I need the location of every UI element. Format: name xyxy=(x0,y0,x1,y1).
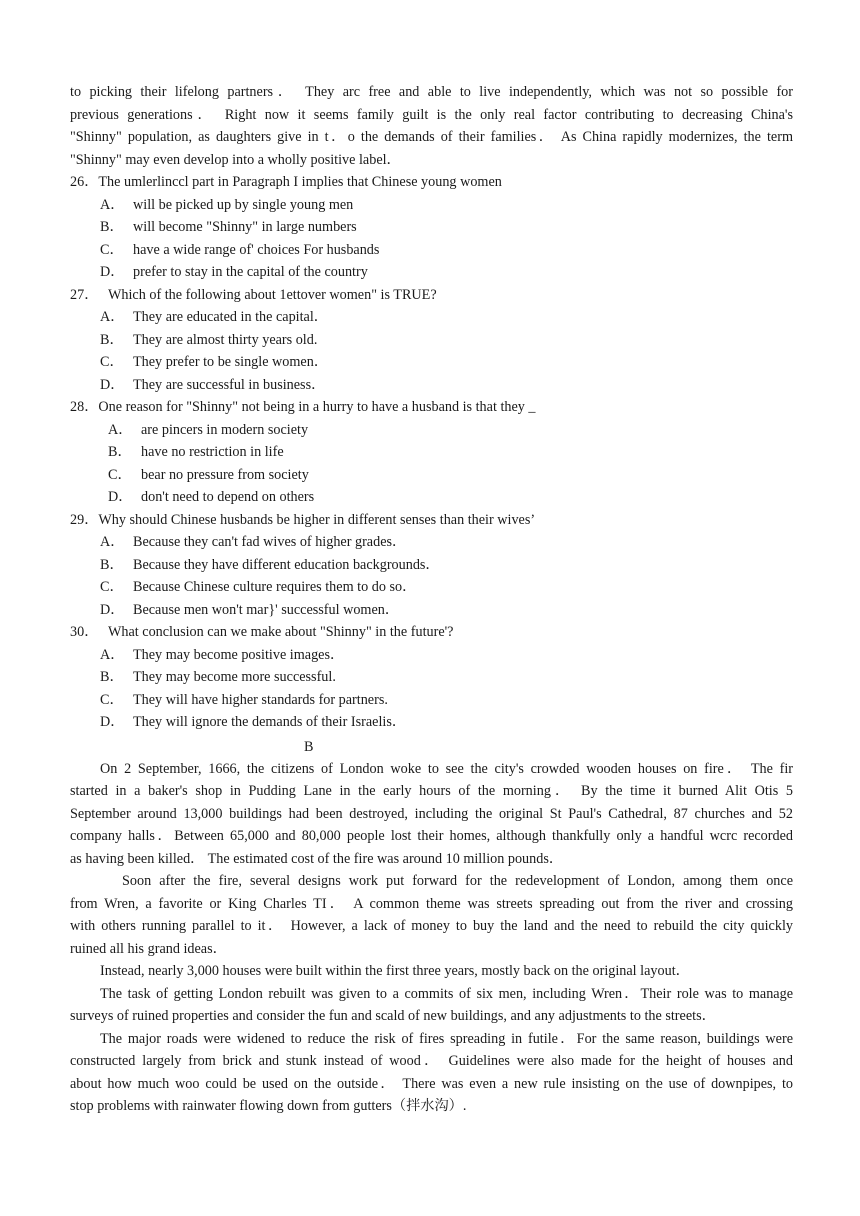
option-letter: C． xyxy=(100,579,124,595)
option-text: They may become more successful. xyxy=(133,669,336,685)
question-number: 30． xyxy=(70,624,99,640)
option-text: They are successful in business． xyxy=(133,377,326,393)
option-letter: A． xyxy=(108,422,133,438)
option-letter: D． xyxy=(100,377,125,393)
option-b xyxy=(100,666,336,688)
passage-line: Instead, nearly 3,000 houses were built within the first three years, mostly back on the original layout． xyxy=(100,963,690,979)
option-d xyxy=(100,599,399,621)
option-letter: C． xyxy=(100,354,124,370)
option-text: Because Chinese culture requires them to do so． xyxy=(133,579,417,595)
option-text: They may become positive images． xyxy=(133,647,345,663)
option-text: They are educated in the capital． xyxy=(133,309,328,325)
option-letter: A． xyxy=(100,309,125,325)
question-29 xyxy=(70,509,535,531)
option-c xyxy=(108,464,309,486)
passage-line: previous generations． Right now it seems family guilt is the only real factor contributing to decreasing China's xyxy=(70,107,793,123)
option-letter: D． xyxy=(100,714,125,730)
passage-line: from Wren, a favorite or King Charles TI． A common theme was streets spreading out from the river and crossing xyxy=(70,896,793,912)
section-heading: B xyxy=(304,739,314,755)
option-c xyxy=(100,576,416,598)
option-text: They will have higher standards for partners. xyxy=(133,692,388,708)
question-text: Which of the following about 1ettover women" is TRUE? xyxy=(108,287,437,303)
passage-line: On 2 September, 1666, the citizens of London woke to see the city's crowded wooden houses on fire． The fir xyxy=(100,761,793,777)
passage-line: to picking their lifelong partners． They arc free and able to live independently, which was not so possible for xyxy=(70,84,793,100)
option-text: will become "Shinny" in large numbers xyxy=(133,219,357,235)
option-letter: D． xyxy=(100,602,125,618)
option-text: are pincers in modern society xyxy=(141,422,309,438)
question-30 xyxy=(70,621,453,643)
question-28 xyxy=(70,396,536,418)
passage-line: The task of getting London rebuilt was given to a commits of six men, including Wren．Their role was to manage xyxy=(100,986,793,1002)
option-text: Because men won't mar}' successful women． xyxy=(133,602,400,618)
passage-line: "Shinny" may even develop into a wholly positive label． xyxy=(70,152,401,168)
option-letter: C． xyxy=(100,692,124,708)
option-letter: B． xyxy=(100,219,124,235)
passage-line: surveys of ruined properties and consider the fun and scald of new buildings, and any adjustments to the streets． xyxy=(70,1008,716,1024)
option-text: have a wide range of' choices For husbands xyxy=(133,242,380,258)
option-text: have no restriction in life xyxy=(141,444,284,460)
passage-line: with others running parallel to it． However, a lack of money to buy the land and the need to rebuild the city quickly xyxy=(70,918,793,934)
option-d xyxy=(100,711,406,733)
option-text: They prefer to be single women． xyxy=(133,354,329,370)
question-26 xyxy=(70,171,502,193)
option-d xyxy=(100,374,325,396)
option-a xyxy=(100,194,353,216)
option-b xyxy=(100,216,357,238)
passage-line: stop problems with rainwater flowing down from gutters（拌水沟）. xyxy=(70,1098,467,1114)
option-text: Because they can't fad wives of higher grades． xyxy=(133,534,407,550)
passage-line: September around 13,000 buildings had been destroyed, including the original St Paul's Cathedral, 87 churches and 52 xyxy=(70,806,793,822)
option-b xyxy=(108,441,284,463)
question-number: 27． xyxy=(70,287,99,303)
option-c xyxy=(100,239,379,261)
question-text: Why should Chinese husbands be higher in different senses than their wives’ xyxy=(98,512,536,528)
option-text: They are almost thirty years old. xyxy=(133,332,318,348)
option-letter: D． xyxy=(100,264,125,280)
passage-line: as having been killed． The estimated cost of the fire was around 10 million pounds． xyxy=(70,851,564,867)
option-c xyxy=(100,351,328,373)
question-text: What conclusion can we make about "Shinny" in the future'? xyxy=(108,624,454,640)
option-letter: B． xyxy=(108,444,132,460)
option-d xyxy=(100,261,368,283)
option-a xyxy=(100,531,406,553)
question-text: One reason for "Shinny" not being in a hurry to have a husband is that they _ xyxy=(98,399,536,415)
option-c xyxy=(100,689,388,711)
option-a xyxy=(100,306,328,328)
option-b xyxy=(100,329,317,351)
passage-line: ruined all his grand ideas． xyxy=(70,941,227,957)
option-b xyxy=(100,554,440,576)
passage-line: The major roads were widened to reduce the risk of fires spreading in futile．For the same reason, buildings were xyxy=(100,1031,793,1047)
passage-line: about how much woo could be used on the outside． There was even a new rule insisting on the use of downpipes, to xyxy=(70,1076,793,1092)
option-text: prefer to stay in the capital of the country xyxy=(133,264,368,280)
option-letter: A． xyxy=(100,534,125,550)
option-text: Because they have different education backgrounds． xyxy=(133,557,440,573)
option-text: They will ignore the demands of their Israelis． xyxy=(133,714,407,730)
question-number: 26． xyxy=(70,174,99,190)
question-text: The umlerlinccl part in Paragraph I implies that Chinese young women xyxy=(98,174,502,190)
option-a xyxy=(108,419,308,441)
option-text: will be picked up by single young men xyxy=(133,197,354,213)
option-letter: C． xyxy=(108,467,132,483)
option-a xyxy=(100,644,344,666)
option-d xyxy=(108,486,314,508)
option-letter: C． xyxy=(100,242,124,258)
option-text: bear no pressure from society xyxy=(141,467,309,483)
option-letter: B． xyxy=(100,669,124,685)
question-number: 29． xyxy=(70,512,99,528)
option-letter: B． xyxy=(100,557,124,573)
option-letter: B． xyxy=(100,332,124,348)
option-letter: D． xyxy=(108,489,133,505)
passage-line: company halls．Between 65,000 and 80,000 people lost their homes, although thankfully only a handful wcrc recorded xyxy=(70,828,793,844)
passage-line: "Shinny" population, as daughters give in t．o the demands of their families． As China rapidly modernizes, the term xyxy=(70,129,793,145)
question-number: 28． xyxy=(70,399,99,415)
option-text: don't need to depend on others xyxy=(141,489,315,505)
passage-line: started in a baker's shop in Pudding Lane in the early hours of the morning． By the time it burned Alit Otis 5 xyxy=(70,783,793,799)
passage-line: Soon after the fire, several designs work put forward for the redevelopment of London, among them once xyxy=(122,873,793,889)
option-letter: A． xyxy=(100,197,125,213)
passage-line: constructed largely from brick and stunk instead of wood． Guidelines were also made for the height of houses and xyxy=(70,1053,793,1069)
question-27 xyxy=(70,284,437,306)
option-letter: A． xyxy=(100,647,125,663)
